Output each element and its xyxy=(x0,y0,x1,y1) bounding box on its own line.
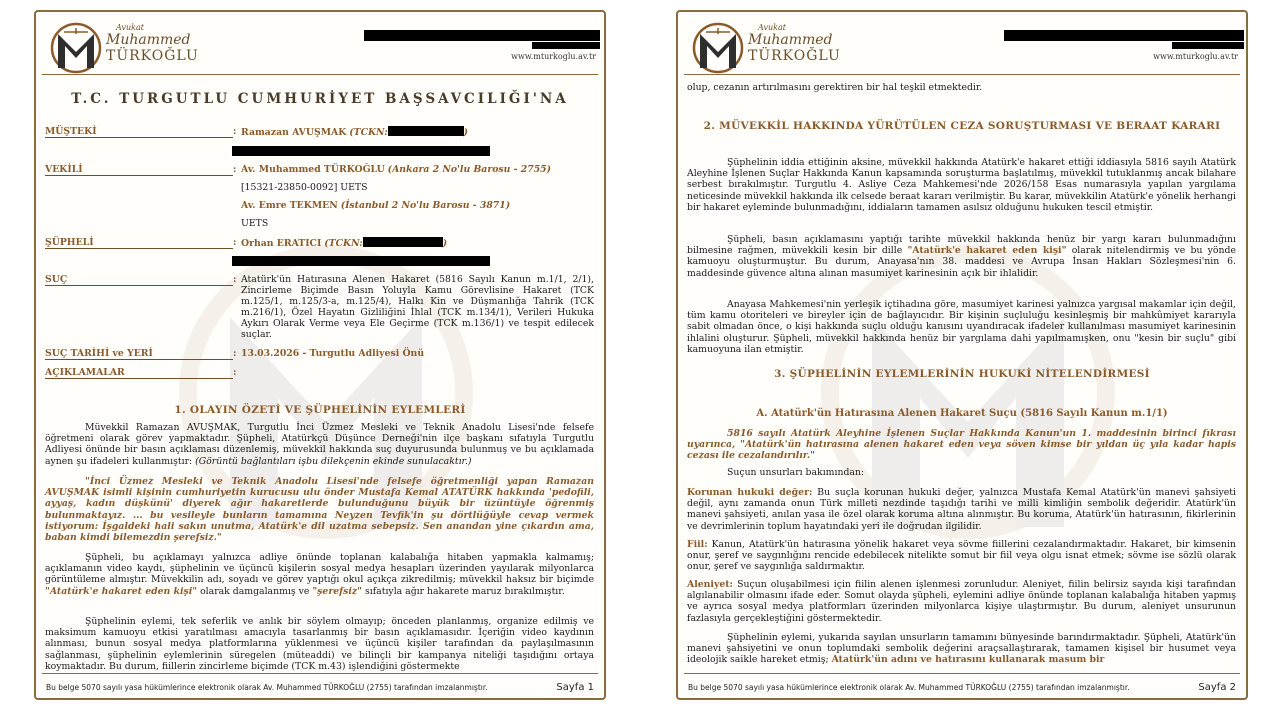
website-url[interactable]: www.mturkoglu.av.tr xyxy=(511,52,596,61)
logo-line-1: Avukat xyxy=(116,23,144,32)
law-firm-logo xyxy=(692,20,852,76)
paragraph: Şüphelinin iddia ettiğinin aksine, müvekkil hakkında Atatürk'e hakaret ettiği iddiasıyla 5816 sayılı Atatürk Aleyhine İşlenen Suçlar Hakkında Kanun kapsamında soruşturma başlatılmış, müvekkil tutuklanmış ancak bilahare serbest bırakılmıştır. Turgutlu 4. Asliye Ceza Mahkemesi'nde 2026/158 Esas numarasıyla yapılan yargılama neticesinde müvekkil hakkında ilk celsede beraat kararı verilmiştir. Bu karar, müvekkilin Atatürk'e yönelik herhangi bir hakaret eyleminde bulunmadığını, iddiaların tamamen asılsız olduğunu hukuken tescil etmiştir. xyxy=(687,157,1236,213)
term-label: Fiil: xyxy=(687,539,708,550)
redaction-bar xyxy=(532,42,600,49)
footer-divider xyxy=(684,673,1240,674)
logo-line-3: TÜRKOĞLU xyxy=(748,48,841,64)
paragraph: Suçun unsurları bakımından: xyxy=(727,467,865,478)
signature-footer: Bu belge 5070 sayılı yasa hükümlerince elektronik olarak Av. Muhammed TÜRKOĞLU (2755) tarafından imzalanmıştır. xyxy=(46,683,488,692)
redaction-bar xyxy=(363,237,443,247)
signature-footer: Bu belge 5070 sayılı yasa hükümlerince elektronik olarak Av. Muhammed TÜRKOĞLU (2755) tarafından imzalanmıştır. xyxy=(688,683,1130,692)
uets-address: UETS xyxy=(241,218,269,229)
field-aciklamalar: AÇIKLAMALAR : xyxy=(45,367,237,378)
section-heading: 3. ŞÜPHELİNİN EYLEMLERİNİN HUKUKİ NİTELENDİRMESİ xyxy=(774,368,1150,380)
field-label: VEKİLİ xyxy=(45,164,233,176)
field-label: ŞÜPHELİ xyxy=(45,237,233,249)
section-heading: 2. MÜVEKKİL HAKKINDA YÜRÜTÜLEN CEZA SORUŞTURMASI VE BERAAT KARARI xyxy=(703,120,1221,132)
redaction-bar xyxy=(1004,30,1244,41)
website-url[interactable]: www.mturkoglu.av.tr xyxy=(1153,52,1238,61)
field-value: Av. Emre TEKMEN xyxy=(241,200,338,211)
logo-line-3: TÜRKOĞLU xyxy=(106,48,199,64)
document-page-2 xyxy=(676,10,1248,700)
quote-block: "İnci Üzmez Mesleki ve Teknik Anadolu Lisesi'nde felsefe öğretmenliği yapan Ramazan AVUŞMAK isimli kişinin cumhuriyetin kurucusu ulu önder Mustafa Kemal ATATÜRK hakkında 'pedofili, ayyaş, kadın düşkünü' diyerek ağır hakaretlerde bulunduğunu büyük bir üzüntüyle öğrenmiş bulunmaktayız. ... bu vesileyle bunların tamamına Neyzen Tevfik'in şu dörtlüğüyle cevap vermek istiyorum: İşgaldeki hali sakın unutma, Atatürk'e dil uzatma sebepsiz. Sen anandan yine çıkardın ama, baban kimdi bilemezdin şerefsiz." xyxy=(45,476,594,544)
redaction-bar xyxy=(232,256,490,266)
paragraph: Şüpheli, bu açıklamayı yalnızca adliye önünde toplanan kalabalığa hitaben yapmakla kalmamış; açıklamanın video kaydı, şüphelinin ve üçüncü kişilerin sosyal medya hesapları üzerinden yayılarak milyonlarca görüntüleme almıştır. Müvekkilin adı, soyadı ve görev yaptığı okul açıkça zikredilmiş; müvekkil haksız bir biçimde "Atatürk'e hakaret eden kişi" olarak damgalanmış ve "şerefsiz" sıfatıyla ağır hakarete maruz bırakılmıştır. xyxy=(45,552,594,597)
field-value: Orhan ERATICI xyxy=(241,238,322,249)
page-number: Sayfa 1 xyxy=(556,682,594,693)
document-page-1: Avukat Muhammed TÜRKOĞLU www.mturkoglu.av.tr T.C. TURGUTLU CUMHURİYET BAŞSAVCILIĞI'NA MÜŞTEKİ : Ramazan AVUŞMAK (TCKN: ) VEKİLİ : Av. Muhammed TÜRKOĞLU (Ankara 2 No'lu Barosu - 2755) [15321-23850-0092] UETS Av. Emre TEKMEN (İstanbul 2 No'lu Barosu - 3871) UETS ŞÜPHELİ : Orhan ERATICI (TCKN: ) SUÇ : Atatürk'ün Hatırasına Alenen Hakaret (5816 Sayılı Kanun m.1/1, 2/1), Zincirleme Biçimde Basın Yoluyla Kamu Görevlisine Hakaret (TCK m.125/1, m.125/3-a, m.125/4), Halkı Kin ve Düşmanlığa Tahrik (TCK m.216/1), Özel Hayatın Gizliliğini İhlal (TCK m.134/1), Verileri Hukuka Aykırı Olarak Verme veya Ele Geçirme (TCK m.136/1) ve tespit edilecek suçlar. SUÇ TARİHİ ve YERİ : 13.03.2026 - Turgutlu Adliyesi Önü AÇIKLAMALAR : 1. OLAYIN ÖZETİ VE ŞÜPHELİNİN EYLEMLERİ Müvekkil Ramazan AVUŞMAK, Turgutlu İnci Üzmez Mesleki ve Teknik Anadolu Lisesi'nde felsefe öğretmeni olarak görev yapmaktadır. Şüpheli, Atatürkçü Düşünce Derneği'nin ilçe başkanı sıfatıyla Turgutlu Adliyesi önünde bir basın açıklaması düzenlemiş, müvekkil hakkında suç duyurusunda bulunmuş ve bu açıklamada aynen şu ifadeleri kullanmıştır: (Görüntü bağlantıları işbu dilekçenin ekinde sunulacaktır.) "İnci Üzmez Mesleki ve Teknik Anadolu Lisesi'nde felsefe öğretmenliği yapan Ramazan AVUŞMAK isimli kişinin cumhuriyetin kurucusu ulu önder Mustafa Kemal ATATÜRK hakkında 'pedofili, ayyaş, kadın düşkünü' diyerek ağır hakaretlerde bulunduğunu büyük bir üzüntüyle öğrenmiş bulunmaktayız. ... bu vesileyle bunların tamamına Neyzen Tevfik'in şu dörtlüğüyle cevap vermek istiyorum: İşgaldeki hali sakın unutma, Atatürk'e dil uzatma sebepsiz. Sen anandan yine çıkardın ama, baban kimdi bilemezdin şerefsiz." Şüpheli, bu açıklamayı yalnızca adliye önünde toplanan kalabalığa hitaben yapmakla kalmamış; açıklamanın video kaydı, şüphelinin ve üçüncü kişilerin sosyal medya hesapları üzerinden yayılarak milyonlarca görüntüleme almıştır. Müvekkilin adı, soyadı ve görev yaptığı okul açıkça zikredilmiş; müvekkil haksız bir biçimde "Atatürk'e hakaret eden kişi" olarak damgalanmış ve "şerefsiz" sıfatıyla ağır hakarete maruz bırakılmıştır. Şüphelinin eylemi, tek seferlik ve anlık bir söylem olmayıp; önceden planlanmış, organize edilmiş ve maksimum kamuoyu etkisi yaratılması amacıyla tasarlanmış bir basın açıklamasıdır. İçeriğin video kaydının alınması, bunun sosyal medya platformlarına yüklenmesi ve üçüncü kişiler tarafından da paylaşılmasının sağlanması, şüphelinin eylemlerinin süregelen (müteaddi) ve bilinçli bir kampanya niteliği taşıdığını ortaya koymaktadır. Bu durum, fiillerin zincirleme biçimde (TCK m.43) işlendiğini göstermekte Bu belge 5070 sayılı yasa hükümlerince elektronik olarak Av. Muhammed TÜRKOĞLU (2755) tarafından imzalanmıştır. Sayfa 1 xyxy=(34,10,606,700)
law-firm-logo xyxy=(50,20,210,76)
paragraph: Anayasa Mahkemesi'nin yerleşik içtihadına göre, masumiyet karinesi yalnızca yargısal makamlar için değil, tüm kamu otoriteleri ve bireyler için de bağlayıcıdır. Bir kişinin suçluluğu kesinleşmiş bir mahkûmiyet kararıyla sabit olmadan önce, o kişi hakkında suçlu olduğu kanısını uyandıracak ifadeler kullanılması masumiyet karinesinin ihlalini oluşturur. Şüpheli, müvekkil hakkında henüz bir yargılama dahi yapılmamışken, onu "kesin bir suçlu" gibi kamuoyuna ilan etmiştir. xyxy=(687,299,1236,355)
uets-address: [15321-23850-0092] UETS xyxy=(241,182,368,193)
field-vekili: VEKİLİ : Av. Muhammed TÜRKOĞLU (Ankara 2 No'lu Barosu - 2755) xyxy=(45,164,552,175)
paragraph: Şüphelinin eylemi, tek seferlik ve anlık bir söylem olmayıp; önceden planlanmış, organize edilmiş ve maksimum kamuoyu etkisi yaratılması amacıyla tasarlanmış bir basın açıklamasıdır. İçeriğin video kaydının alınması, bunun sosyal medya platformlarına yüklenmesi ve üçüncü kişiler tarafından da paylaşılmasının sağlanması, şüphelinin eylemlerinin süregelen (müteaddi) ve bilinçli bir kampanya niteliği taşıdığını ortaya koymaktadır. Bu durum, fiillerin zincirleme biçimde (TCK m.43) işlendiğini göstermekte xyxy=(45,616,594,672)
footer-divider xyxy=(42,673,598,674)
field-value: Ramazan AVUŞMAK xyxy=(241,127,347,138)
paragraph: Şüphelinin eylemi, yukarıda sayılan unsurların tamamını bünyesinde barındırmaktadır. Şüpheli, Atatürk'ün manevi şahsiyetini ve onun toplumdaki sembolik değerini araçsallaştırarak, tamamen kişisel bir husumet veya ideolojik saikle hareket etmiş; Atatürk'ün adını ve hatırasını kullanarak masum bir xyxy=(687,632,1236,666)
header-divider xyxy=(42,74,598,75)
logo-line-1: Avukat xyxy=(758,23,786,32)
term-label: Aleniyet: xyxy=(687,579,733,590)
field-value: 13.03.2026 - Turgutlu Adliyesi Önü xyxy=(241,348,425,359)
redaction-bar xyxy=(364,30,600,41)
field-value: Av. Muhammed TÜRKOĞLU xyxy=(241,164,385,175)
scales-of-justice-icon xyxy=(50,22,106,74)
field-label: MÜŞTEKİ xyxy=(45,126,233,138)
subsection-heading: A. Atatürk'ün Hatırasına Alenen Hakaret Suçu (5816 Sayılı Kanun m.1/1) xyxy=(756,408,1168,419)
field-label: SUÇ TARİHİ ve YERİ xyxy=(45,348,233,360)
scales-of-justice-icon xyxy=(692,22,748,74)
paragraph: Korunan hukuki değer: Bu suçla korunan hukuki değer, yalnızca Mustafa Kemal Atatürk'ün manevi şahsiyeti değil, aynı zamanda onun Türk milleti nezdinde taşıdığı tarihi ve milli kimliğin sembolik değeridir. Atatürk'ün manevi şahsiyeti, anılan yasa ile özel olarak koruma altına alınmıştır. Bu koruma, Atatürk'ün hatırasının, fikirlerinin ve devrimlerinin toplum hayatındaki yeri ile doğrudan ilgilidir. xyxy=(687,487,1236,532)
field-supheli: ŞÜPHELİ : Orhan ERATICI (TCKN: ) xyxy=(45,237,448,249)
page-title: T.C. TURGUTLU CUMHURİYET BAŞSAVCILIĞI'NA xyxy=(71,91,569,107)
redaction-bar xyxy=(1172,42,1244,49)
redaction-bar xyxy=(232,146,490,156)
paragraph: Müvekkil Ramazan AVUŞMAK, Turgutlu İnci Üzmez Mesleki ve Teknik Anadolu Lisesi'nde felsefe öğretmeni olarak görev yapmaktadır. Şüpheli, Atatürkçü Düşünce Derneği'nin ilçe başkanı sıfatıyla Turgutlu Adliyesi önünde bir basın açıklaması düzenlemiş, müvekkil hakkında suç duyurusunda bulunmuş ve bu açıklamada aynen şu ifadeleri kullanmıştır: (Görüntü bağlantıları işbu dilekçenin ekinde sunulacaktır.) xyxy=(45,422,594,467)
paragraph: Şüpheli, basın açıklamasını yaptığı tarihte müvekkil hakkında henüz bir yargı kararı bulunmadığını bilmesine rağmen, müvekkili kesin bir dille "Atatürk'e hakaret eden kişi" olarak nitelendirmiş ve bu yönde kamuoyu oluşturmuştur. Bu durum, Anayasa'nın 38. maddesi ve Avrupa İnsan Hakları Sözleşmesi'nin 6. maddesinde güvence altına alınan masumiyet karinesinin açık bir ihlalidir. xyxy=(687,234,1236,279)
paragraph: olup, cezanın artırılmasını gerektiren bir hal teşkil etmektedir. xyxy=(687,82,983,93)
field-value: Atatürk'ün Hatırasına Alenen Hakaret (5816 Sayılı Kanun m.1/1, 2/1), Zincirleme Biçimde Basın Yoluyla Kamu Görevlisine Hakaret (TCK m.125/1, m.125/3-a, m.125/4), Halkı Kin ve Düşmanlığa Tahrik (TCK m.216/1), Özel Hayatın Gizliliğini İhlal (TCK m.134/1), Verileri Hukuka Aykırı Olarak Verme veya Ele Geçirme (TCK m.136/1) ve tespit edilecek suçlar. xyxy=(241,274,594,340)
paragraph: Fiil: Kanun, Atatürk'ün hatırasına yönelik hakaret veya sövme fiillerini cezalandırmaktadır. Hakaret, bir kimsenin onur, şeref ve saygınlığını rencide edebilecek nitelikte somut bir fiil veya olgu isnat etmek; sövme ise sözlü olarak onur, şeref ve saygınlığa saldırmaktır. xyxy=(687,539,1236,573)
field-suc: SUÇ : Atatürk'ün Hatırasına Alenen Hakaret (5816 Sayılı Kanun m.1/1, 2/1), Zincirleme Biçimde Basın Yoluyla Kamu Görevlisine Hakaret (TCK m.125/1, m.125/3-a, m.125/4), Halkı Kin ve Düşmanlığa Tahrik (TCK m.216/1), Özel Hayatın Gizliliğini İhlal (TCK m.134/1), Verileri Hukuka Aykırı Olarak Verme veya Ele Geçirme (TCK m.136/1) ve tespit edilecek suçlar. xyxy=(45,274,594,340)
field-musteki: MÜŞTEKİ : Ramazan AVUŞMAK (TCKN: ) xyxy=(45,126,469,138)
logo-line-2: Muhammed xyxy=(106,32,191,48)
redaction-bar xyxy=(388,126,464,136)
field-suc-tarihi: SUÇ TARİHİ ve YERİ : 13.03.2026 - Turgutlu Adliyesi Önü xyxy=(45,348,594,360)
logo-line-2: Muhammed xyxy=(748,32,833,48)
term-label: Korunan hukuki değer: xyxy=(687,487,813,498)
quote-block: 5816 sayılı Atatürk Aleyhine İşlenen Suçlar Hakkında Kanun'un 1. maddesinin birinci fıkrası uyarınca, "Atatürk'ün hatırasına alenen hakaret eden veya söven kimse bir yıldan üç yıla kadar hapis cezası ile cezalandırılır." xyxy=(687,428,1236,462)
paragraph: Aleniyet: Suçun oluşabilmesi için fiilin alenen işlenmesi zorunludur. Aleniyet, fiilin belirsiz sayıda kişi tarafından algılanabilir olmasını ifade eder. Somut olayda şüpheli, eylemini adliye önünde toplanan kalabalığa hitaben yapmış ve ayrıca sosyal medya platformları üzerinden milyonlarca kişiye ulaştırmıştır. Bu durum, aleniyet unsurunun fazlasıyla gerçekleştiğini göstermektedir. xyxy=(687,579,1236,624)
field-label: AÇIKLAMALAR xyxy=(45,367,233,379)
field-label: SUÇ xyxy=(45,274,233,286)
page-number: Sayfa 2 xyxy=(1198,682,1236,693)
header-divider xyxy=(684,74,1240,75)
section-heading: 1. OLAYIN ÖZETİ VE ŞÜPHELİNİN EYLEMLERİ xyxy=(174,404,466,416)
